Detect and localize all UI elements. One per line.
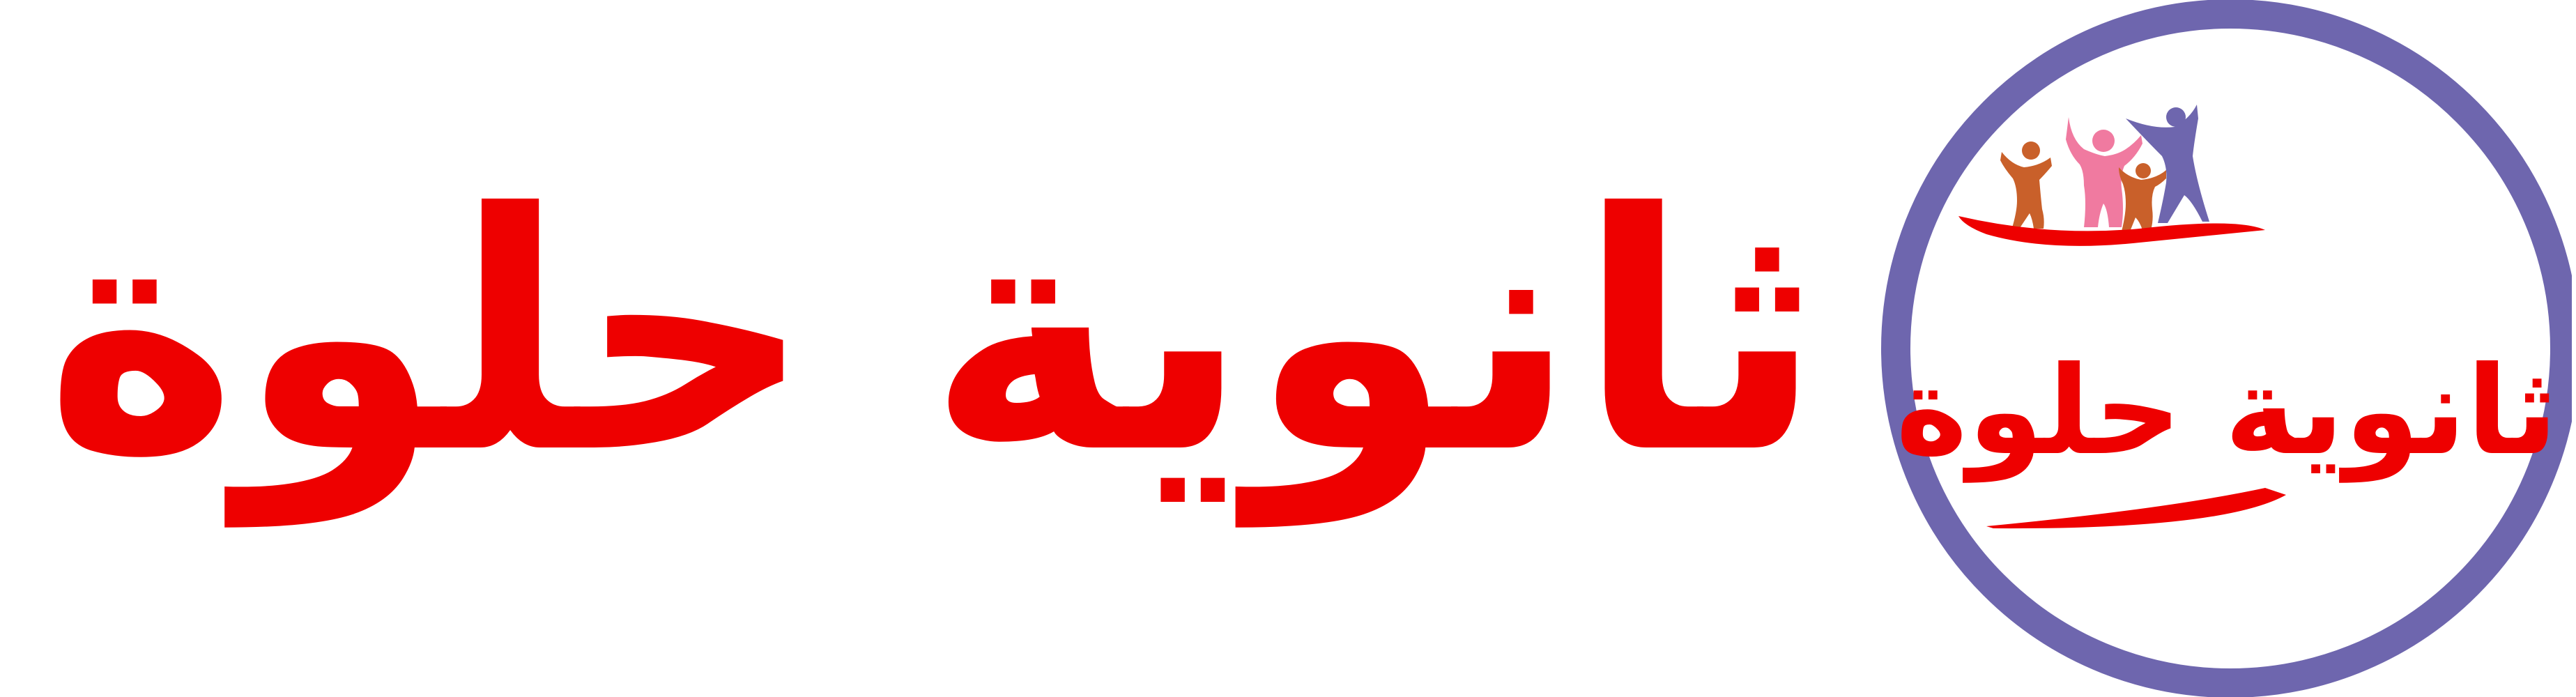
people-cheering-icon bbox=[2000, 105, 2209, 231]
logo-underline bbox=[1986, 488, 2286, 528]
brand-logo bbox=[1875, 0, 2572, 697]
brand-wordmark: ثانوية حلوة bbox=[45, 144, 1823, 525]
figure-brown bbox=[2000, 141, 2052, 230]
logo-emblem bbox=[1875, 0, 2572, 697]
logo-text: ثانوية حلوة bbox=[1895, 341, 2559, 482]
